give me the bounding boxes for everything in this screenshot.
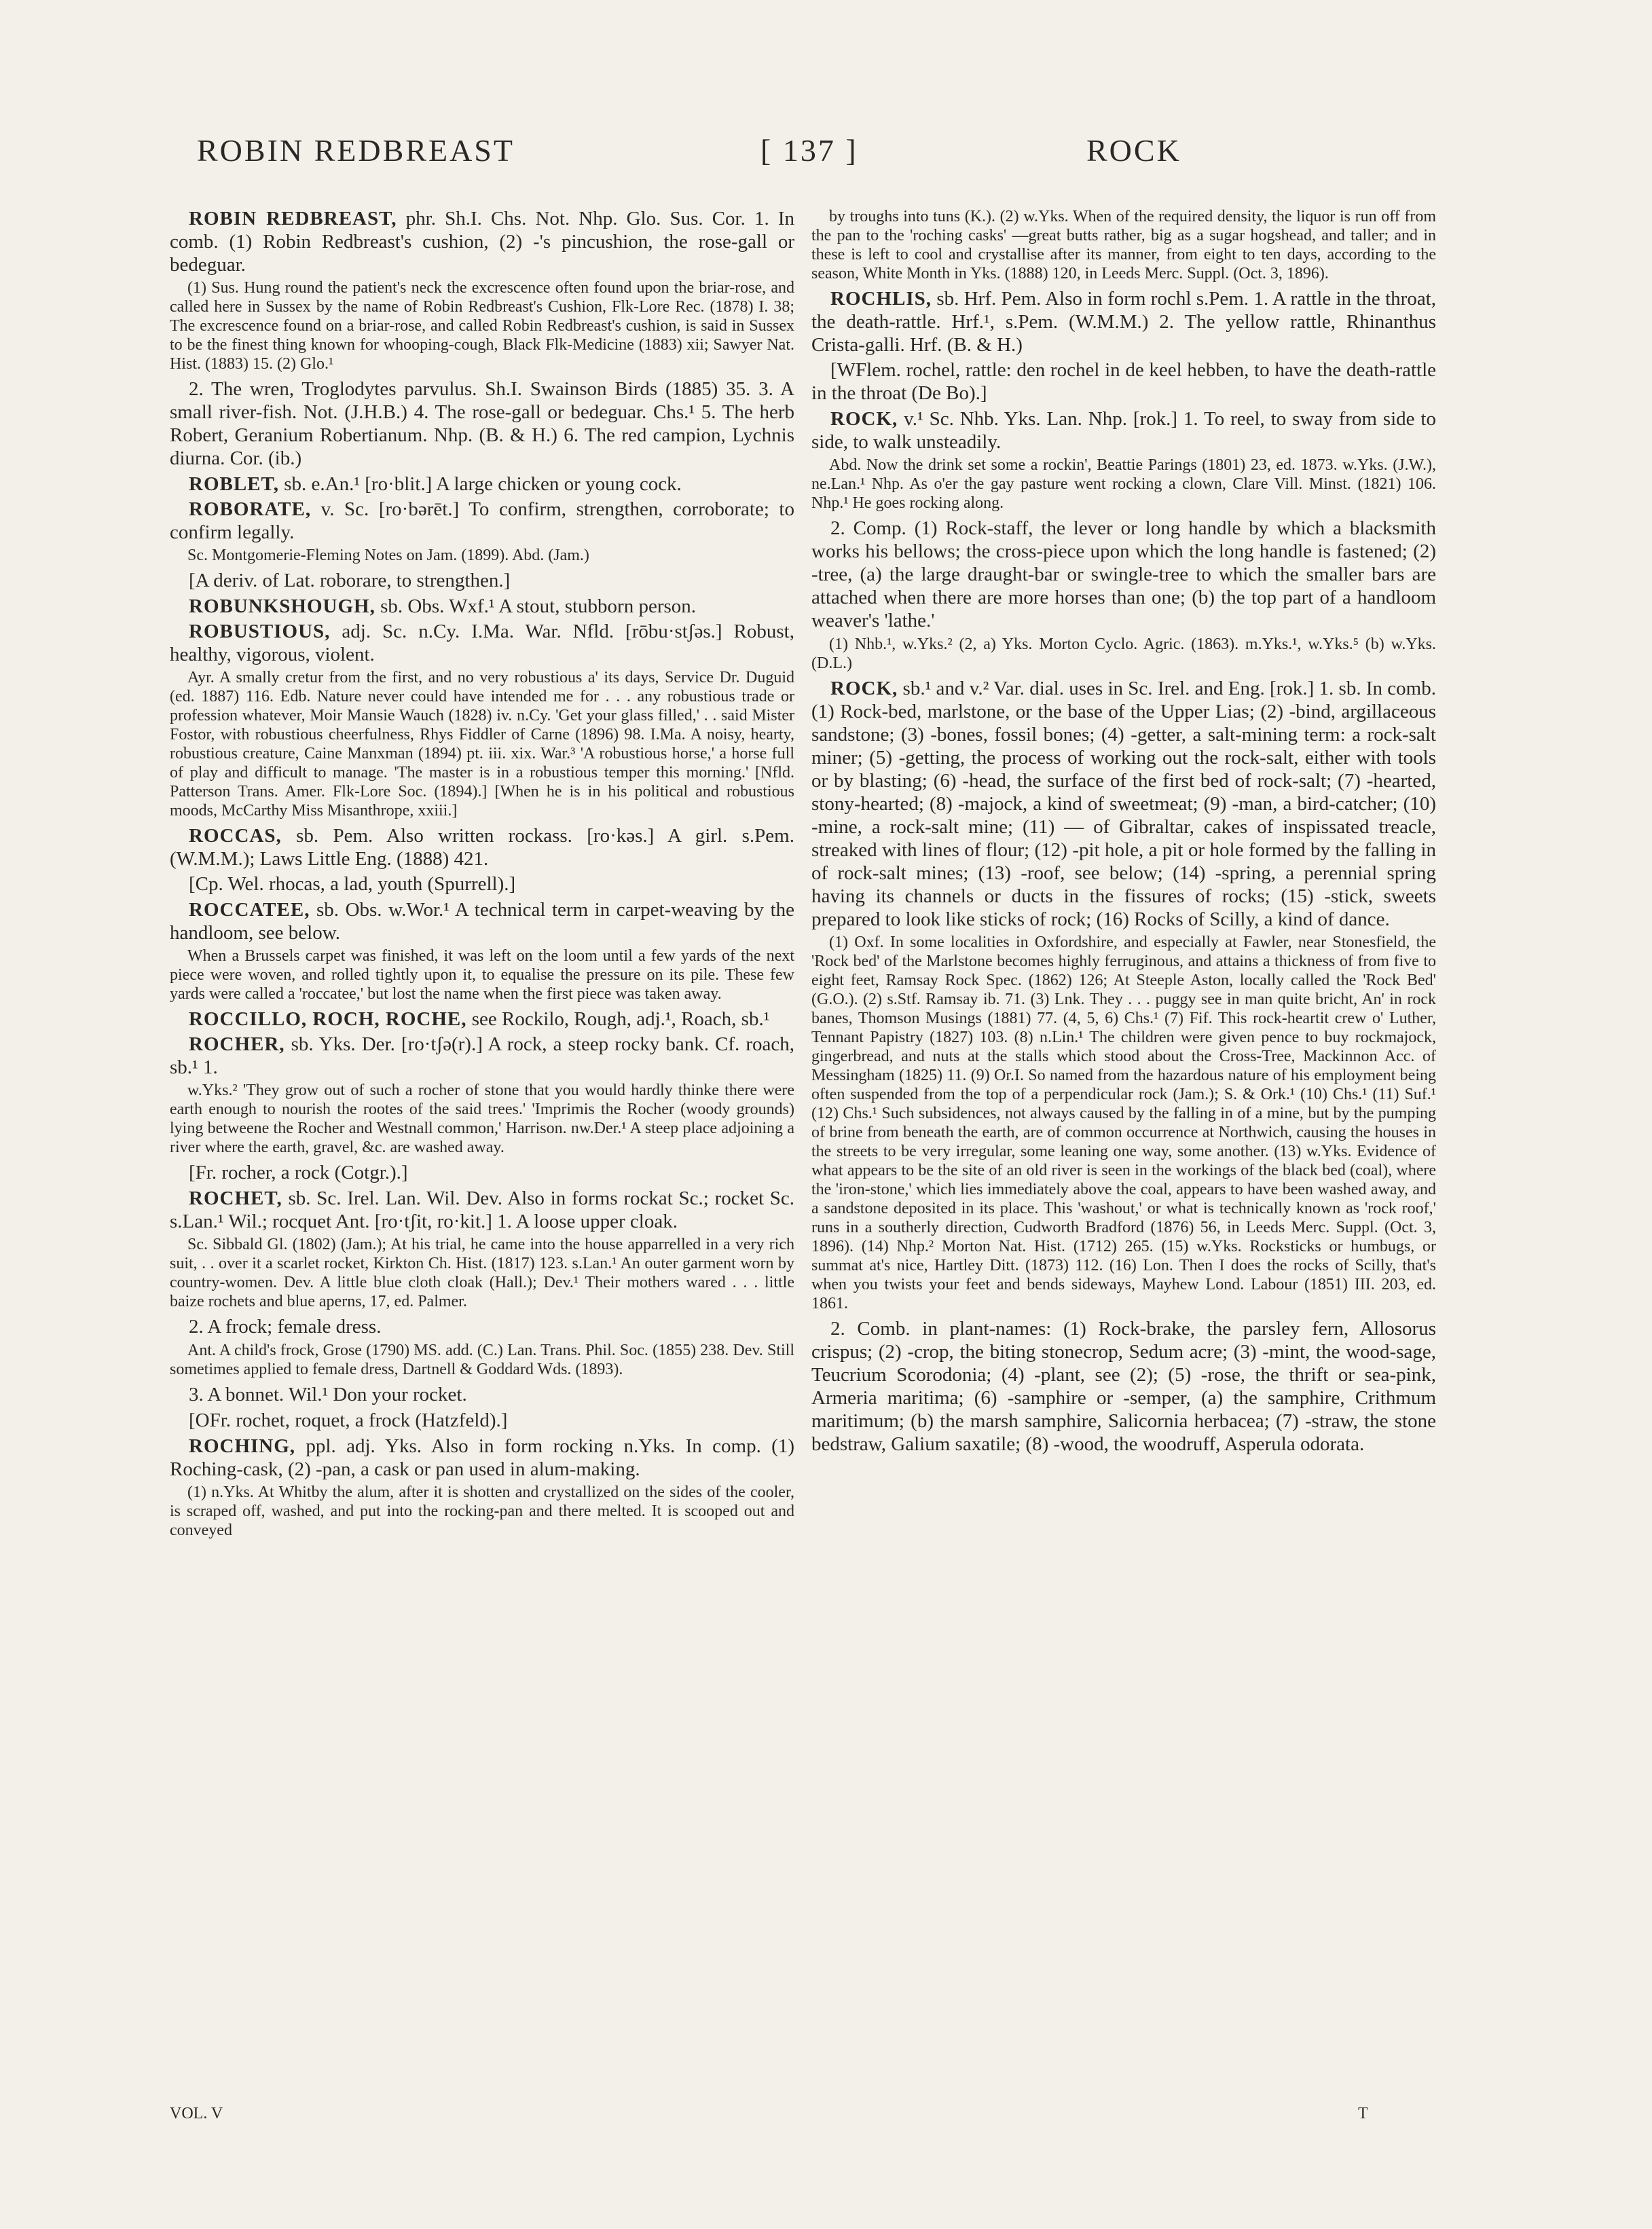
dictionary-entry [811, 677, 1436, 931]
citation-block: (1) Sus. Hung round the patient's neck the excrescence often found upon the briar-rose, and called here in Sussex by the name of Robin Redbreast's Cushion, Flk-Lore Rec. (1878) I. 38; The excrescence found on a briar-rose, and called Robin Redbreast's cushion, is said in Sussex to be the finest thing known for whooping-cough, Black Flk-Medicine (1883) xii; Sawyer Nat. Hist. (1883) 15. (2) Glo.¹ [170, 279, 794, 373]
entry-definition: sb.¹ and v.² Var. dial. uses in Sc. Irel. and Eng. [rok.] 1. sb. In comb. (1) Rock-bed, marlstone, or the base of the Upper Lias; (2) -bind, argillaceous sandstone; (3) -bones, fossil bones; (4) -getter, a salt-mining term: a rock-salt miner; (5) -getting, the process of working out the rock-salt, either with tools or by blasting; (6) -head, the surface of the first bed of rock-salt; (7) -hearted, stony-hearted; (8) -majock, a kind of sweetmeat; (9) -man, a bird-catcher; (10) -mine, a rock-salt mine; (11) — of Gibraltar, cakes of inspissated treacle, streaked with lines of flour; (12) -pit hole, a pit or hole formed by the falling in of rock-salt mines; (13) -roof, see below; (14) -spring, a perennial spring having its channels or ducts in the fissures of rocks; (15) -stick, sweets prepared to look like sticks of rock; (16) Rocks of Scilly, a kind of dance. [811, 678, 1436, 930]
volume-label: VOL. V [170, 2105, 223, 2122]
sense-paragraph: [Cp. Wel. rhocas, a lad, youth (Spurrell).] [189, 873, 516, 895]
dictionary-entry [170, 1187, 794, 1233]
entry-headword: ROBORATE, [189, 498, 312, 520]
entry-definition: sb. Obs. w.Wor.¹ A technical term in carpet-weaving by the handloom, see below. [170, 899, 794, 944]
sense-paragraph: 2. A frock; female dress. [189, 1316, 382, 1338]
dictionary-entry [170, 824, 794, 870]
entry-definition: sb. Hrf. Pem. Also in form rochl s.Pem. 1. A rattle in the throat, the death-rattle. Hrf.¹, s.Pem. (W.M.M.) 2. The yellow rattle, Rhinanthus Crista-galli. Hrf. (B. & H.) [811, 288, 1436, 356]
entry-definition: adj. Sc. n.Cy. I.Ma. War. Nfld. [rōbu·stʃəs.] Robust, healthy, vigorous, violent. [170, 621, 794, 665]
citation-block: Ayr. A smally cretur from the first, and no very robustious a' its days, Service Dr. Duguid (ed. 1887) 116. Edb. Nature never could have intended me for . . . any robustious trade or profession whatever, Moir Mansie Wauch (1828) iv. n.Cy. 'Get your glass filled,' . . said Mister Fostor, with robustious cheerfulness, Rhys Fiddler of Carne (1896) 98. I.Ma. A noisy, hearty, robustious creature, Caine Manxman (1894) pt. iii. xix. War.³ 'A robustious horse,' a horse full of play and difficult to manage. 'The master is in a robustious temper this morning.' [Nfld. Patterson Trans. Amer. Flk-Lore Soc. (1894).] [When he is in his political and robustious moods, McCarthy Miss Misanthrope, xxiii.] [170, 669, 794, 819]
sense-paragraph: [OFr. rochet, roquet, a frock (Hatzfeld).] [189, 1410, 508, 1431]
sense-paragraph: [Fr. rocher, a rock (Cotgr.).] [189, 1162, 408, 1183]
entry-definition: v. Sc. [ro·bərēt.] To confirm, strengthen, corroborate; to confirm legally. [170, 498, 794, 543]
citation-block: by troughs into tuns (K.). (2) w.Yks. When of the required density, the liquor is run off from the pan to the 'roching casks' —great butts rather, big as a sugar hogshead, and taller; and in these is left to cool and crystallise after its manner, from eight to ten days, according to the season, White Month in Yks. (1888) 120, in Leeds Merc. Suppl. (Oct. 3, 1896). [811, 208, 1436, 282]
entry-headword: ROBUSTIOUS, [189, 621, 331, 642]
entry-headword: ROBLET, [189, 473, 279, 495]
sense-paragraph: 2. The wren, Troglodytes parvulus. Sh.I. Swainson Birds (1885) 35. 3. A small river-fish. Not. (J.H.B.) 4. The rose-gall or bedeguar. Chs.¹ 5. The herb Robert, Geranium Robertianum. Nhp. (B. & H.) 6. The red campion, Lychnis diurna. Cor. (ib.) [170, 378, 794, 469]
left-column [170, 207, 794, 1544]
dictionary-entry [170, 498, 794, 544]
citation-block: Abd. Now the drink set some a rockin', Beattie Parings (1801) 23, ed. 1873. w.Yks. (J.W.), ne.Lan.¹ Nhp. As o'er the gay pasture went rocking a clown, Clare Vill. Minst. (1821) 106. Nhp.¹ He goes rocking along. [811, 456, 1436, 512]
citation-block: Sc. Sibbald Gl. (1802) (Jam.); At his trial, he came into the house apparrelled in a very rich suit, . . over it a scarlet rocket, Kirkton Ch. Hist. (1817) 123. s.Lan.¹ An outer garment worn by country-women. Dev. A little blue cloth cloak (Hall.); Dev.¹ Their mothers wared . . . little baize rochets and blue aperns, 17, ed. Palmer. [170, 1236, 794, 1310]
citation-block: Ant. A child's frock, Grose (1790) MS. add. (C.) Lan. Trans. Phil. Soc. (1855) 238. Dev. Still sometimes applied to female dress, Dartnell & Goddard Wds. (1893). [170, 1342, 794, 1378]
entry-headword: ROCCAS, [189, 825, 282, 847]
citation-block: (1) Nhb.¹, w.Yks.² (2, a) Yks. Morton Cyclo. Agric. (1863). m.Yks.¹, w.Yks.⁵ (b) w.Yks. (D.L.) [811, 635, 1436, 672]
entry-definition: sb. Pem. Also written rockass. [ro·kəs.] A girl. s.Pem. (W.M.M.); Laws Little Eng. (1888) 421. [170, 825, 794, 870]
dictionary-entry [170, 473, 794, 496]
sense-paragraph: 2. Comp. (1) Rock-staff, the lever or long handle by which a blacksmith works his bellows; the cross-piece upon which the long handle is fastened; (2) -tree, (a) the large draught-bar or swingle-tree to which the smaller bars are attached when there are more horses than one; (b) the top part of a handloom weaver's 'lathe.' [811, 517, 1436, 631]
dictionary-entry [170, 898, 794, 944]
entry-definition: v.¹ Sc. Nhb. Yks. Lan. Nhp. [rok.] 1. To reel, to sway from side to side, to walk unsteadily. [811, 408, 1436, 453]
page-footer [149, 2105, 1460, 2132]
entry-headword: ROCHLIS, [830, 288, 932, 310]
entry-headword: ROCK, [830, 408, 898, 430]
entry-headword: ROCHET, [189, 1187, 282, 1209]
entry-headword: ROCHER, [189, 1033, 285, 1055]
citation-block: (1) Oxf. In some localities in Oxfordshire, and especially at Fawler, near Stonesfield, the 'Rock bed' of the Marlstone becomes highly ferruginous, and attains a thickness of from five to eight feet, Ramsay Rock Spec. (1862) 126; At Steeple Aston, locally called the 'Rock Bed' (G.O.). (2) s.Stf. Ramsay ib. 71. (3) Lnk. They . . . puggy see in man quite bricht, An' in rock banes, Thomson Musings (1881) 77. (4, 5, 6) Chs.¹ (7) Fif. This rock-heartit crew o' Luther, Tennant Papistry (1827) 103. (8) n.Lin.¹ The children were given pence to buy rockmajock, gingerbread, and nuts at the stalls which stood about the Cross-Tree, Mackinnon Acc. of Messingham (1825) 11. (9) Or.I. So named from the hazardous nature of his employment being often suspended from the top of a perpendicular rock (Jam.); S. & Ork.¹ (10) Chs.¹ (11) Suf.¹ (12) Chs.¹ Such subsidences, not always caused by the falling in of a mine, but by the pumping of brine from beneath the earth, are of common occurrence at Northwich, causing the houses in the streets to be very irregular, some leaning one way, some another. (13) w.Yks. Evidence of what appears to be the site of an old river is seen in the workings of the black bed (coal), where the 'iron-stone,' which lies immediately above the coal, appears to have been washed away, and a sandstone deposited in its place. This 'washout,' or what is technically known as 'rock roof,' runs in a southerly direction, Cudworth Bradford (1876) 56, in Leeds Merc. Suppl. (Oct. 3, 1896). (14) Nhp.² Morton Nat. Hist. (1712) 265. (15) w.Yks. Rocksticks or humbugs, or summat at's nice, Hartley Ditt. (1873) 112. (16) Lon. Then I does the rocks of Scilly, that's when you twists your feet and bends sideways, Mayhew Lond. Labour (1851) III. 203, ed. 1861. [811, 934, 1436, 1312]
page-number: [ 137 ] [760, 133, 858, 168]
sense-paragraph: 3. A bonnet. Wil.¹ Don your rocket. [189, 1384, 467, 1405]
sense-paragraph: [WFlem. rochel, rattle: den rochel in de keel hebben, to have the death-rattle in the throat (De Bo).] [811, 359, 1436, 404]
entry-definition: sb. e.An.¹ [ro·blit.] A large chicken or young cock. [278, 473, 682, 495]
sense-paragraph: 2. Comb. in plant-names: (1) Rock-brake, the parsley fern, Allosorus crispus; (2) -crop, the biting stonecrop, Sedum acre; (3) -mint, the wood-sage, Teucrium Scorodonia; (4) -plant, see (2); (5) -rose, the thrift or sea-pink, Armeria maritima; (6) -samphire or -semper, (a) the samphire, Crithmum maritimum; (b) the marsh samphire, Salicornia herbacea; (7) -straw, the stone bedstraw, Galium saxatile; (8) -wood, the woodruff, Asperula odorata. [811, 1318, 1436, 1455]
entry-definition: ppl. adj. Yks. Also in form rocking n.Yks. In comp. (1) Roching-cask, (2) -pan, a cask or pan used in alum-making. [170, 1435, 794, 1480]
dictionary-entry [170, 207, 794, 276]
running-header [149, 132, 1460, 187]
dictionary-entry [170, 620, 794, 666]
header-right-headword: ROCK [1086, 133, 1181, 168]
entry-definition: phr. Sh.I. Chs. Not. Nhp. Glo. Sus. Cor. 1. In comb. (1) Robin Redbreast's cushion, (2) -'s pincushion, the rose-gall or bedeguar. [170, 208, 794, 276]
dictionary-entry [811, 407, 1436, 454]
citation-block: Sc. Montgomerie-Fleming Notes on Jam. (1899). Abd. (Jam.) [187, 547, 589, 564]
dictionary-entry [170, 1435, 794, 1481]
entry-headword: ROCCILLO, ROCH, ROCHE, [189, 1008, 467, 1030]
right-column [811, 207, 1436, 1458]
dictionary-entry [170, 1008, 794, 1031]
entry-headword: ROBUNKSHOUGH, [189, 595, 375, 617]
entry-headword: ROCCATEE, [189, 899, 310, 921]
entry-definition: sb. Sc. Irel. Lan. Wil. Dev. Also in forms rockat Sc.; rocket Sc. s.Lan.¹ Wil.; rocquet Ant. [ro·tʃit, ro·kit.] 1. A loose upper cloak. [170, 1187, 794, 1232]
entry-definition: see Rockilo, Rough, adj.¹, Roach, sb.¹ [466, 1008, 770, 1030]
dictionary-entry [170, 595, 794, 618]
citation-block: w.Yks.² 'They grow out of such a rocher of stone that you would hardly thinke there were earth enough to nourish the rootes of the said trees.' 'Imprimis the Rocher (woody grounds) lying betweene the Rocher and Westnall common,' Harrison. nw.Der.¹ A steep place adjoining a river where the earth, gravel, &c. are washed away. [170, 1082, 794, 1156]
header-left-headword: ROBIN REDBREAST [197, 133, 515, 168]
entry-headword: ROCHING, [189, 1435, 296, 1457]
signature-mark: T [1358, 2105, 1368, 2122]
citation-block: (1) n.Yks. At Whitby the alum, after it is shotten and crystallized on the sides of the cooler, is scraped off, washed, and put into the rocking-pan and there melted. It is scooped out and conveyed [170, 1484, 794, 1539]
entry-headword: ROBIN REDBREAST, [189, 208, 397, 229]
dictionary-entry [811, 287, 1436, 356]
entry-headword: ROCK, [830, 678, 898, 699]
entry-definition: sb. Yks. Der. [ro·tʃə(r).] A rock, a steep rocky bank. Cf. roach, sb.¹ 1. [170, 1033, 794, 1078]
dictionary-entry [170, 1033, 794, 1079]
entry-definition: sb. Obs. Wxf.¹ A stout, stubborn person. [375, 595, 697, 617]
citation-block: When a Brussels carpet was finished, it was left on the loom until a few yards of the next piece were woven, and rolled tightly upon it, to equalise the pressure on its pile. These few yards were called a 'roccatee,' but lost the name when the first piece was taken away. [170, 947, 794, 1003]
sense-paragraph: [A deriv. of Lat. roborare, to strengthen.] [189, 570, 511, 591]
